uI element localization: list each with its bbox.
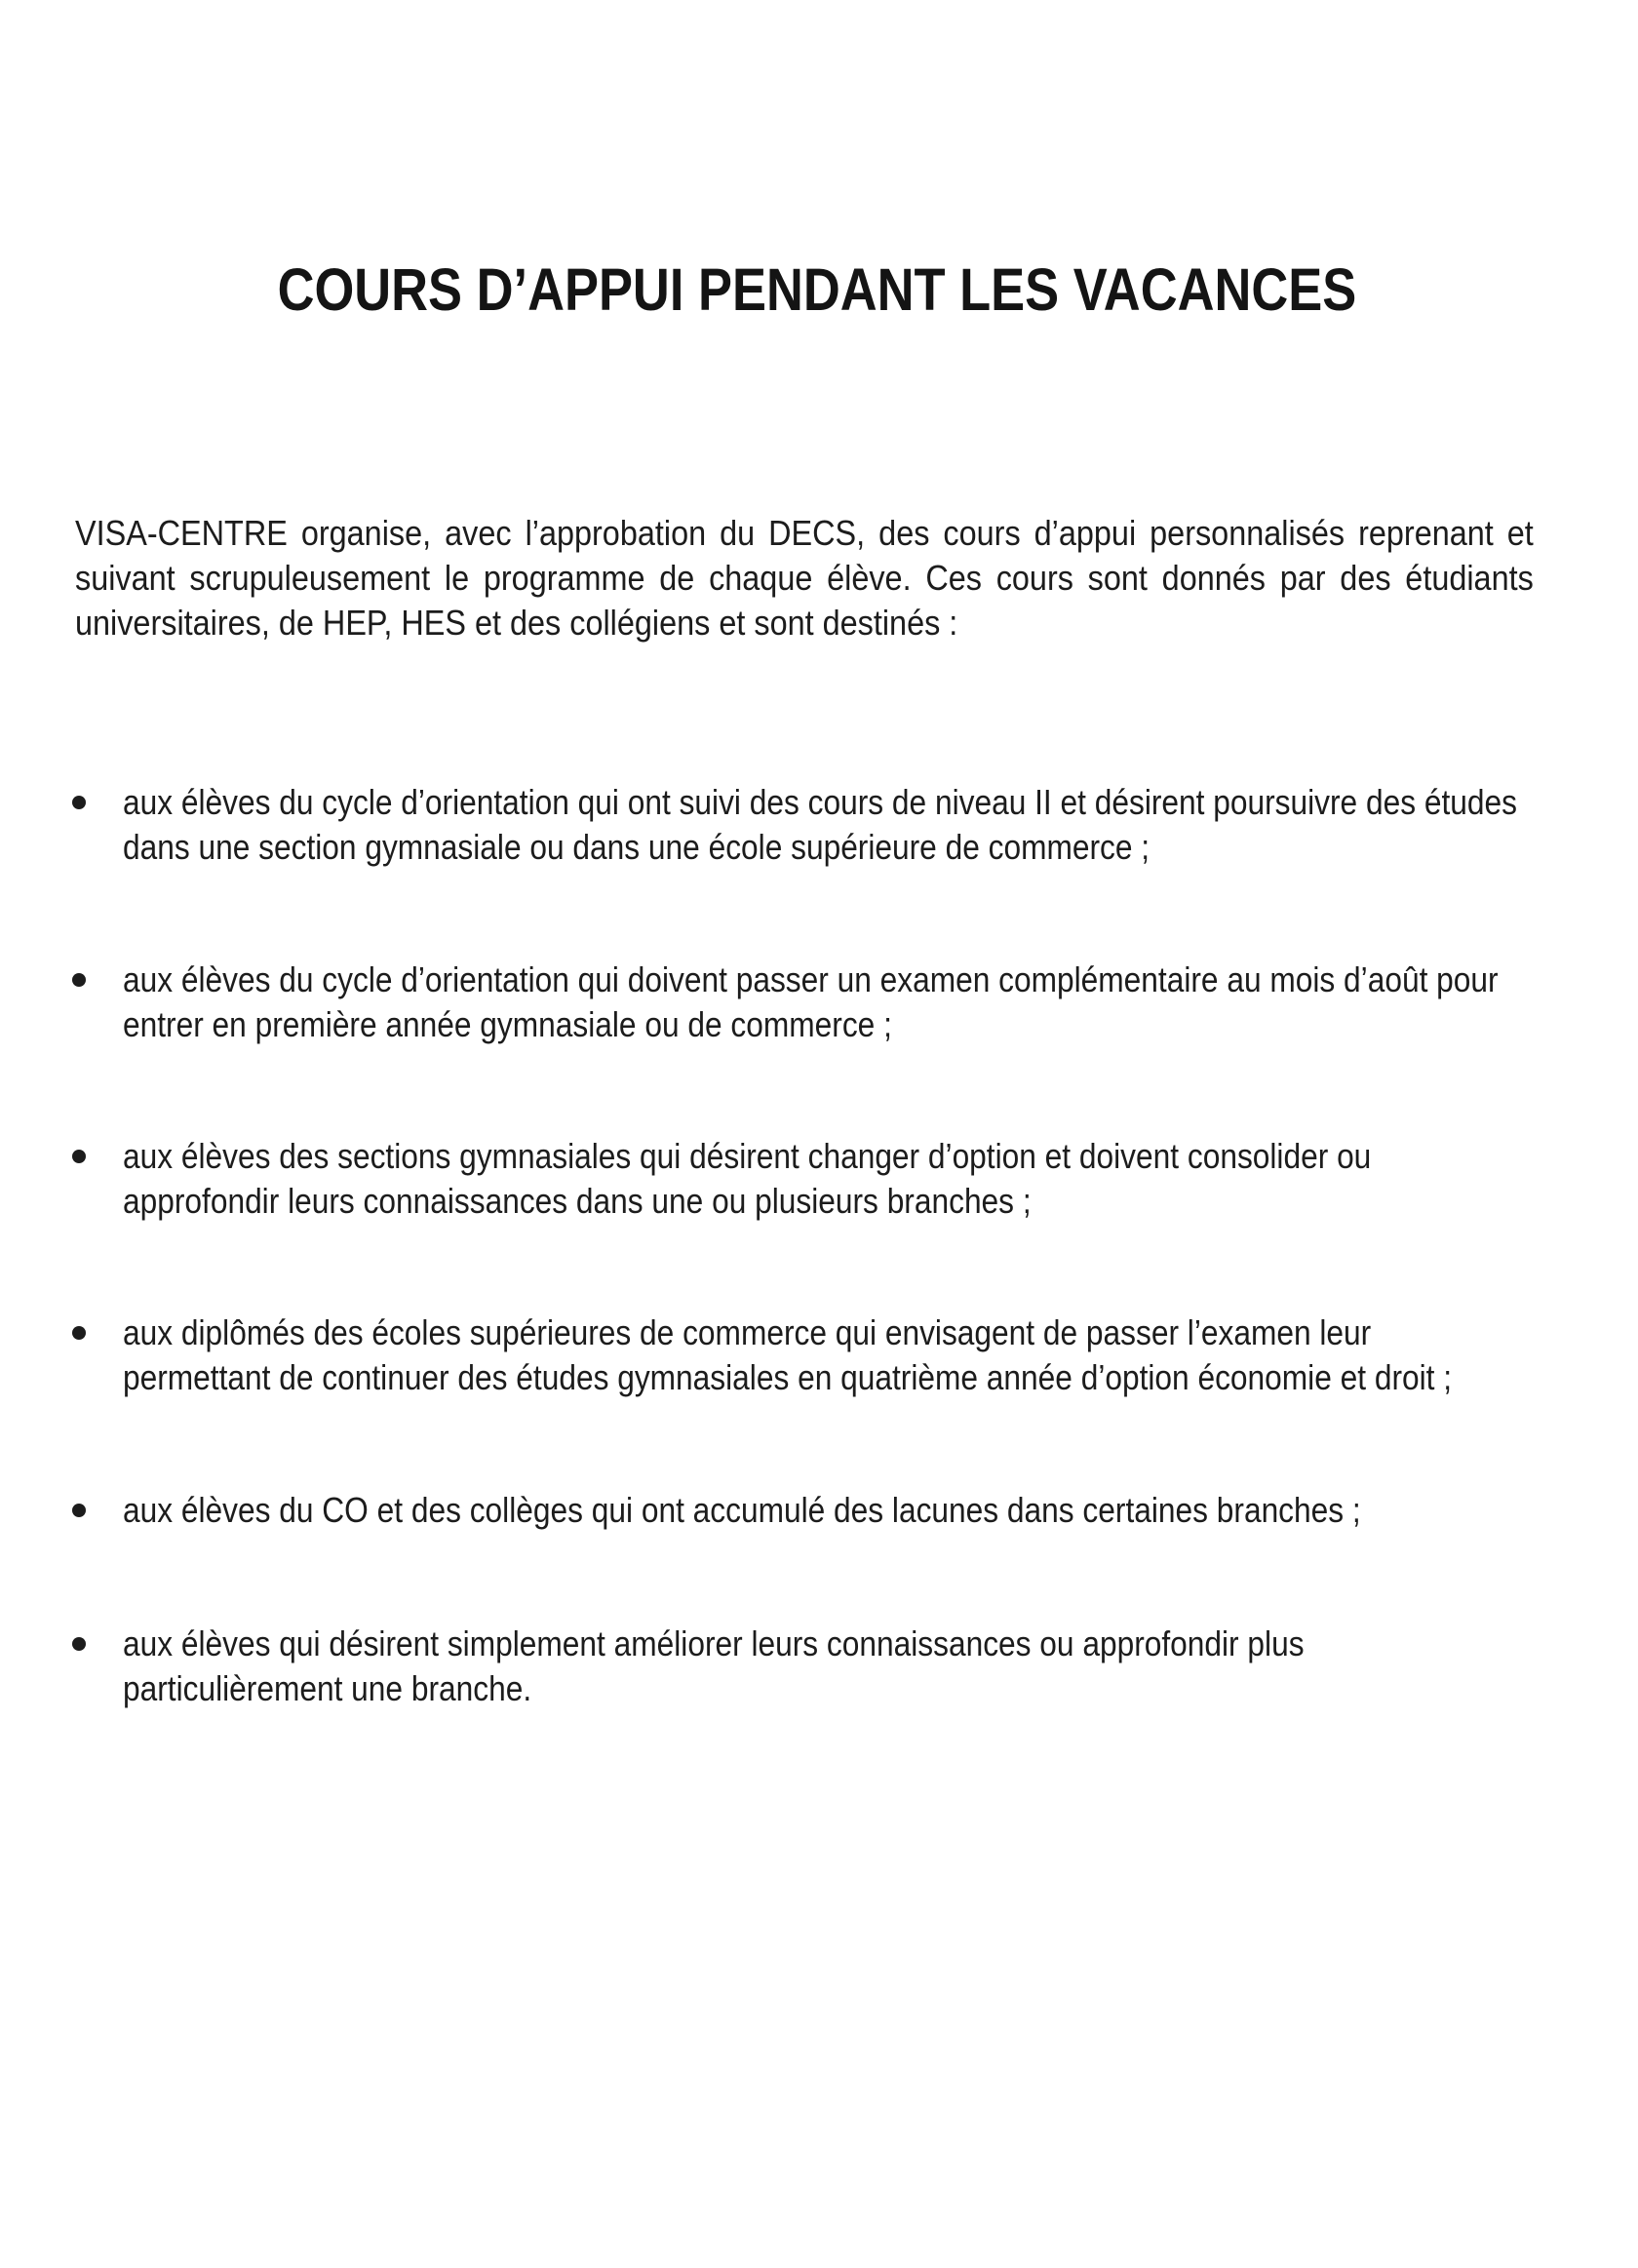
intro-paragraph: VISA-CENTRE organise, avec l’approbation du DECS, des cours d’appui personnalisés reprenant et suivant scrupuleusement le programme de chaque élève. Ces cours sont donnés par des étudiants universitaires, de HEP, HES et des collégiens et sont destinés : — [75, 513, 1534, 643]
list-item-text: aux élèves des sections gymnasiales qui désirent changer d’option et doivent consolider ou approfondir leurs connaissances dans une ou plusieurs branches ; — [123, 1136, 1372, 1221]
bullet-icon — [72, 1637, 86, 1651]
list-item-text: aux élèves du CO et des collèges qui ont accumulé des lacunes dans certaines branches ; — [123, 1490, 1361, 1530]
list-item-text: aux élèves qui désirent simplement améliorer leurs connaissances ou approfondir plus particulièrement une branche. — [123, 1623, 1305, 1708]
bullet-icon — [72, 1150, 86, 1163]
list-item-text: aux élèves du cycle d’orientation qui doivent passer un examen complémentaire au mois d’août pour entrer en première année gymnasiale ou de commerce ; — [123, 959, 1499, 1044]
list-item-text: aux élèves du cycle d’orientation qui ont suivi des cours de niveau II et désirent poursuivre des études dans une section gymnasiale ou dans une école supérieure de commerce ; — [123, 782, 1517, 867]
bullet-icon — [72, 1326, 86, 1340]
document-title: COURS D’APPUI PENDANT LES VACANCES — [277, 256, 1357, 323]
bullet-icon — [72, 1504, 86, 1517]
list-item-text: aux diplômés des écoles supérieures de commerce qui envisagent de passer l’examen leur permettant de continuer des études gymnasiales en quatrième année d’option économie et droit ; — [123, 1312, 1453, 1397]
bullet-icon — [72, 973, 86, 987]
bullet-icon — [72, 796, 86, 809]
